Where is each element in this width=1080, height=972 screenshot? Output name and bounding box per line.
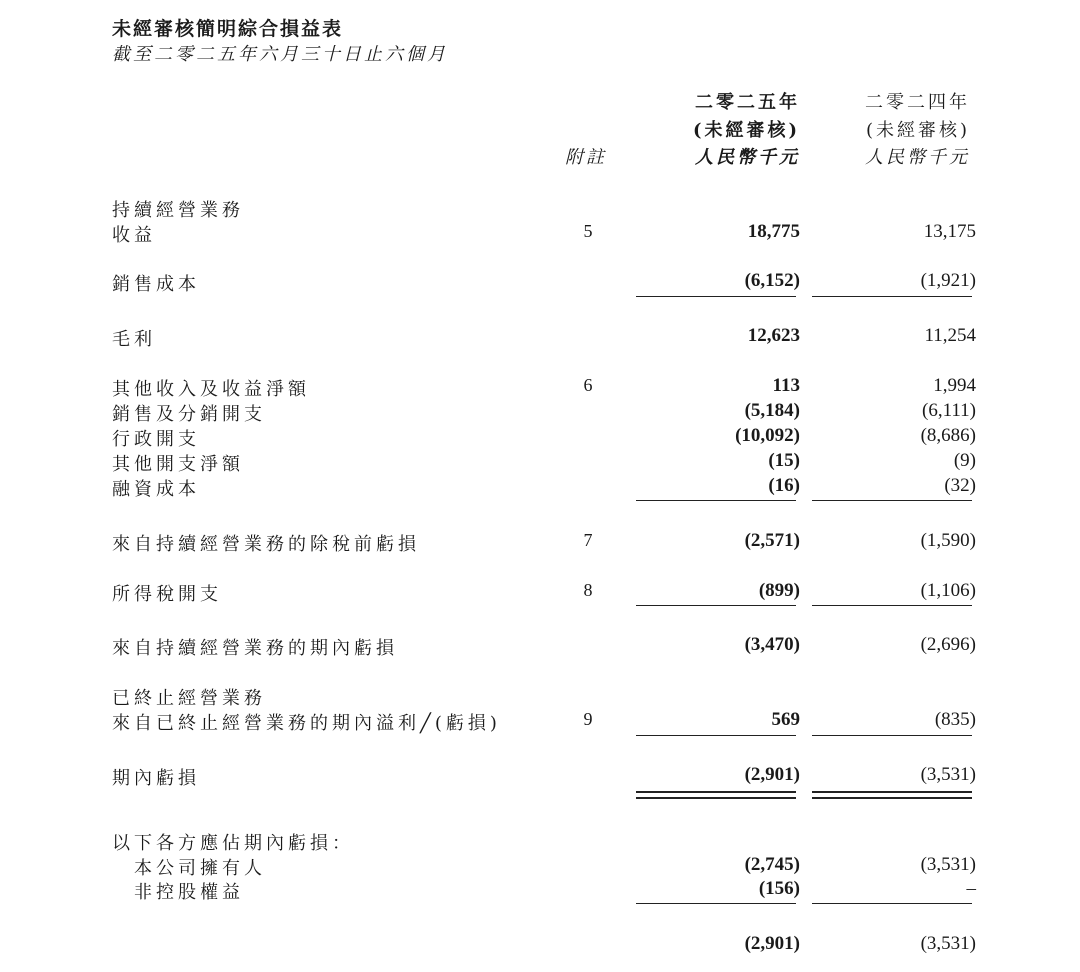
table-row (0, 400, 1080, 425)
subtotal-rule (812, 903, 972, 904)
table-row (0, 475, 1080, 500)
value-2024: (6,111) (922, 400, 976, 421)
row-label: 毛利 (112, 329, 156, 350)
value-2025: (2,901) (744, 933, 800, 954)
table-row (0, 764, 1080, 789)
value-2024: 11,254 (924, 325, 976, 346)
subtotal-rule (636, 735, 796, 736)
table-row (0, 580, 1080, 605)
subtotal-rule (812, 296, 972, 297)
value-2025: (899) (758, 580, 800, 601)
value-2025: (2,571) (744, 530, 800, 551)
table-row (0, 854, 1080, 879)
row-label: 來自持續經營業務的期內虧損 (112, 638, 398, 659)
table-row (0, 221, 1080, 246)
table-row (0, 530, 1080, 555)
row-label: 其他收入及收益淨額 (112, 379, 310, 400)
note-column-header: 附註 (565, 147, 607, 168)
row-label: 非控股權益 (134, 882, 244, 903)
row-label: 行政開支 (112, 429, 200, 450)
value-2024: (3,531) (920, 854, 976, 875)
row-label: 來自已終止經營業務的期內溢利╱(虧損) (112, 713, 501, 734)
value-2024: (9) (953, 450, 976, 471)
value-2024: 1,994 (933, 375, 976, 396)
subtotal-rule (636, 903, 796, 904)
value-2024: (835) (934, 709, 976, 730)
row-note: 8 (583, 580, 593, 600)
row-label: 來自持續經營業務的除稅前虧損 (112, 534, 420, 555)
col-2025-audit: (未經審核) (692, 120, 800, 141)
row-note: 7 (583, 530, 593, 550)
value-2025: (5,184) (744, 400, 800, 421)
statement-title: 未經審核簡明綜合損益表 (112, 18, 344, 40)
table-row (0, 425, 1080, 450)
row-label: 融資成本 (112, 479, 200, 500)
value-2025: (6,152) (744, 270, 800, 291)
table-row (0, 196, 1080, 221)
subtotal-rule (812, 735, 972, 736)
table-row (0, 375, 1080, 400)
value-2025: 12,623 (747, 325, 800, 346)
value-2025: (16) (768, 475, 800, 496)
value-2024: (1,590) (920, 530, 976, 551)
row-label: 已終止經營業務 (112, 688, 266, 709)
value-2025: (10,092) (735, 425, 800, 446)
col-2024-unit: 人民幣千元 (865, 147, 970, 168)
row-label: 收益 (112, 225, 156, 246)
value-2024: (1,921) (920, 270, 976, 291)
col-2025-year: 二零二五年 (695, 92, 800, 113)
value-2025: (2,901) (744, 764, 800, 785)
row-label: 銷售及分銷開支 (112, 404, 266, 425)
col-2024-audit: (未經審核) (865, 120, 970, 141)
value-2025: (2,745) (744, 854, 800, 875)
value-2024: (3,531) (920, 933, 976, 954)
col-2025-unit: 人民幣千元 (695, 147, 800, 168)
value-2024: (3,531) (920, 764, 976, 785)
subtotal-rule (812, 500, 972, 501)
row-label: 持續經營業務 (112, 200, 244, 221)
table-row (0, 450, 1080, 475)
subtotal-rule (636, 605, 796, 606)
value-2024: (2,696) (920, 634, 976, 655)
table-row (0, 878, 1080, 903)
row-label: 期內虧損 (112, 768, 200, 789)
row-note: 9 (583, 709, 593, 729)
row-label: 本公司擁有人 (134, 858, 266, 879)
total-double-rule (636, 791, 796, 799)
value-2025: (15) (768, 450, 800, 471)
table-row (0, 325, 1080, 350)
value-2025: 18,775 (747, 221, 800, 242)
row-note: 5 (583, 221, 593, 241)
value-2024: (32) (944, 475, 976, 496)
col-2024-year: 二零二四年 (865, 92, 970, 113)
statement-period: 截至二零二五年六月三十日止六個月 (112, 44, 448, 65)
row-note: 6 (583, 375, 593, 395)
table-row (0, 933, 1080, 958)
subtotal-rule (636, 500, 796, 501)
row-label: 以下各方應佔期內虧損： (112, 833, 354, 854)
table-row (0, 270, 1080, 295)
total-double-rule (812, 791, 972, 799)
table-row (0, 829, 1080, 854)
subtotal-rule (812, 605, 972, 606)
row-label: 所得稅開支 (112, 584, 222, 605)
table-row (0, 684, 1080, 709)
table-row (0, 634, 1080, 659)
table-row (0, 709, 1080, 734)
value-2024: 13,175 (923, 221, 976, 242)
row-label: 銷售成本 (112, 274, 200, 295)
subtotal-rule (636, 296, 796, 297)
value-2024: – (966, 878, 976, 899)
value-2025: (3,470) (744, 634, 800, 655)
value-2025: 569 (771, 709, 800, 730)
value-2025: 113 (772, 375, 800, 396)
row-label: 其他開支淨額 (112, 454, 244, 475)
value-2024: (1,106) (920, 580, 976, 601)
value-2025: (156) (758, 878, 800, 899)
value-2024: (8,686) (920, 425, 976, 446)
